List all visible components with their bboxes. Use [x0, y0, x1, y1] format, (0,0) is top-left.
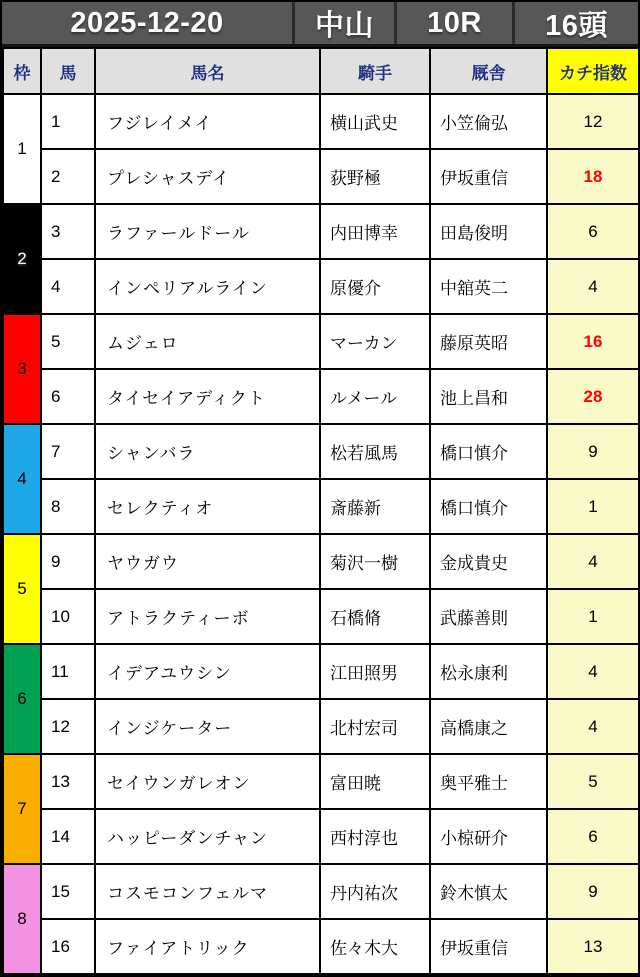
column-header-index: カチ指数 [547, 48, 639, 94]
horse-name: イデアユウシン [95, 644, 320, 699]
jockey-name: 江田照男 [320, 644, 430, 699]
table-row [3, 424, 639, 479]
stable-name: 小笠倫弘 [430, 94, 547, 149]
horse-number: 11 [41, 644, 95, 699]
horse-table-body [3, 94, 639, 974]
table-row [3, 204, 639, 259]
race-track: 中山 [295, 2, 397, 44]
table-row [3, 919, 639, 974]
stable-name: 田島俊明 [430, 204, 547, 259]
table-row [3, 259, 639, 314]
horse-name: ムジェロ [95, 314, 320, 369]
kachi-index: 13 [547, 919, 639, 974]
horse-number: 14 [41, 809, 95, 864]
jockey-name: 荻野極 [320, 149, 430, 204]
column-header-jockey: 騎手 [320, 48, 430, 94]
kachi-index: 9 [547, 864, 639, 919]
horse-number: 2 [41, 149, 95, 204]
horse-number: 5 [41, 314, 95, 369]
stable-name: 池上昌和 [430, 369, 547, 424]
jockey-name: 富田暁 [320, 754, 430, 809]
frame-cell: 5 [3, 534, 41, 644]
stable-name: 鈴木慎太 [430, 864, 547, 919]
horse-name: インジケーター [95, 699, 320, 754]
kachi-index: 28 [547, 369, 639, 424]
horse-name: アトラクティーボ [95, 589, 320, 644]
jockey-name: 松若風馬 [320, 424, 430, 479]
frame-cell: 4 [3, 424, 41, 534]
horse-number: 10 [41, 589, 95, 644]
stable-name: 伊坂重信 [430, 149, 547, 204]
horse-entry-table [2, 47, 640, 975]
race-number: 10R [397, 2, 515, 44]
jockey-name: 北村宏司 [320, 699, 430, 754]
jockey-name: ルメール [320, 369, 430, 424]
kachi-index: 6 [547, 809, 639, 864]
jockey-name: 佐々木大 [320, 919, 430, 974]
horse-name: ヤウガウ [95, 534, 320, 589]
kachi-index: 6 [547, 204, 639, 259]
stable-name: 高橋康之 [430, 699, 547, 754]
frame-cell: 8 [3, 864, 41, 974]
horse-number: 6 [41, 369, 95, 424]
frame-cell: 1 [3, 94, 41, 204]
jockey-name: 原優介 [320, 259, 430, 314]
kachi-index: 5 [547, 754, 639, 809]
horse-name: シャンバラ [95, 424, 320, 479]
stable-name: 小椋研介 [430, 809, 547, 864]
kachi-index: 1 [547, 589, 639, 644]
frame-cell: 2 [3, 204, 41, 314]
horse-name: プレシャスデイ [95, 149, 320, 204]
jockey-name: 横山武史 [320, 94, 430, 149]
table-row [3, 534, 639, 589]
stable-name: 中舘英二 [430, 259, 547, 314]
table-row [3, 369, 639, 424]
kachi-index: 4 [547, 699, 639, 754]
table-header [3, 48, 639, 94]
column-header-stable: 厩舎 [430, 48, 547, 94]
table-row [3, 149, 639, 204]
horse-number: 9 [41, 534, 95, 589]
stable-name: 松永康利 [430, 644, 547, 699]
kachi-index: 12 [547, 94, 639, 149]
horse-number: 1 [41, 94, 95, 149]
jockey-name: 丹内祐次 [320, 864, 430, 919]
jockey-name: 菊沢一樹 [320, 534, 430, 589]
race-date: 2025-12-20 [2, 2, 295, 44]
table-row [3, 699, 639, 754]
table-row [3, 314, 639, 369]
horse-number: 7 [41, 424, 95, 479]
horse-name: ファイアトリック [95, 919, 320, 974]
frame-cell: 7 [3, 754, 41, 864]
horse-number: 16 [41, 919, 95, 974]
stable-name: 奥平雅士 [430, 754, 547, 809]
stable-name: 藤原英昭 [430, 314, 547, 369]
horse-number: 8 [41, 479, 95, 534]
stable-name: 橋口慎介 [430, 424, 547, 479]
kachi-index: 18 [547, 149, 639, 204]
kachi-index: 1 [547, 479, 639, 534]
horse-name: フジレイメイ [95, 94, 320, 149]
stable-name: 橋口慎介 [430, 479, 547, 534]
kachi-index: 16 [547, 314, 639, 369]
frame-cell: 3 [3, 314, 41, 424]
kachi-index: 9 [547, 424, 639, 479]
horse-number: 12 [41, 699, 95, 754]
column-header-horse: 馬名 [95, 48, 320, 94]
jockey-name: 内田博幸 [320, 204, 430, 259]
race-field-size: 16頭 [545, 9, 608, 42]
jockey-name: マーカン [320, 314, 430, 369]
table-row [3, 644, 639, 699]
jockey-name: 斎藤新 [320, 479, 430, 534]
kachi-index: 4 [547, 534, 639, 589]
horse-number: 4 [41, 259, 95, 314]
jockey-name: 石橋脩 [320, 589, 430, 644]
column-header-frame: 枠 [3, 48, 41, 94]
table-row [3, 94, 639, 149]
kachi-index: 4 [547, 259, 639, 314]
table-row [3, 809, 639, 864]
horse-number: 13 [41, 754, 95, 809]
table-row [3, 864, 639, 919]
frame-cell: 6 [3, 644, 41, 754]
table-row [3, 589, 639, 644]
horse-name: ハッピーダンチャン [95, 809, 320, 864]
horse-name: タイセイアディクト [95, 369, 320, 424]
stable-name: 伊坂重信 [430, 919, 547, 974]
table-row [3, 754, 639, 809]
race-header-bar [2, 2, 638, 47]
horse-name: セイウンガレオン [95, 754, 320, 809]
horse-name: セレクティオ [95, 479, 320, 534]
horse-name: ラファールドール [95, 204, 320, 259]
horse-number: 15 [41, 864, 95, 919]
column-header-number: 馬 [41, 48, 95, 94]
stable-name: 武藤善則 [430, 589, 547, 644]
horse-name: コスモコンフェルマ [95, 864, 320, 919]
stable-name: 金成貴史 [430, 534, 547, 589]
jockey-name: 西村淳也 [320, 809, 430, 864]
horse-number: 3 [41, 204, 95, 259]
horse-name: インペリアルライン [95, 259, 320, 314]
kachi-index: 4 [547, 644, 639, 699]
table-row [3, 479, 639, 534]
